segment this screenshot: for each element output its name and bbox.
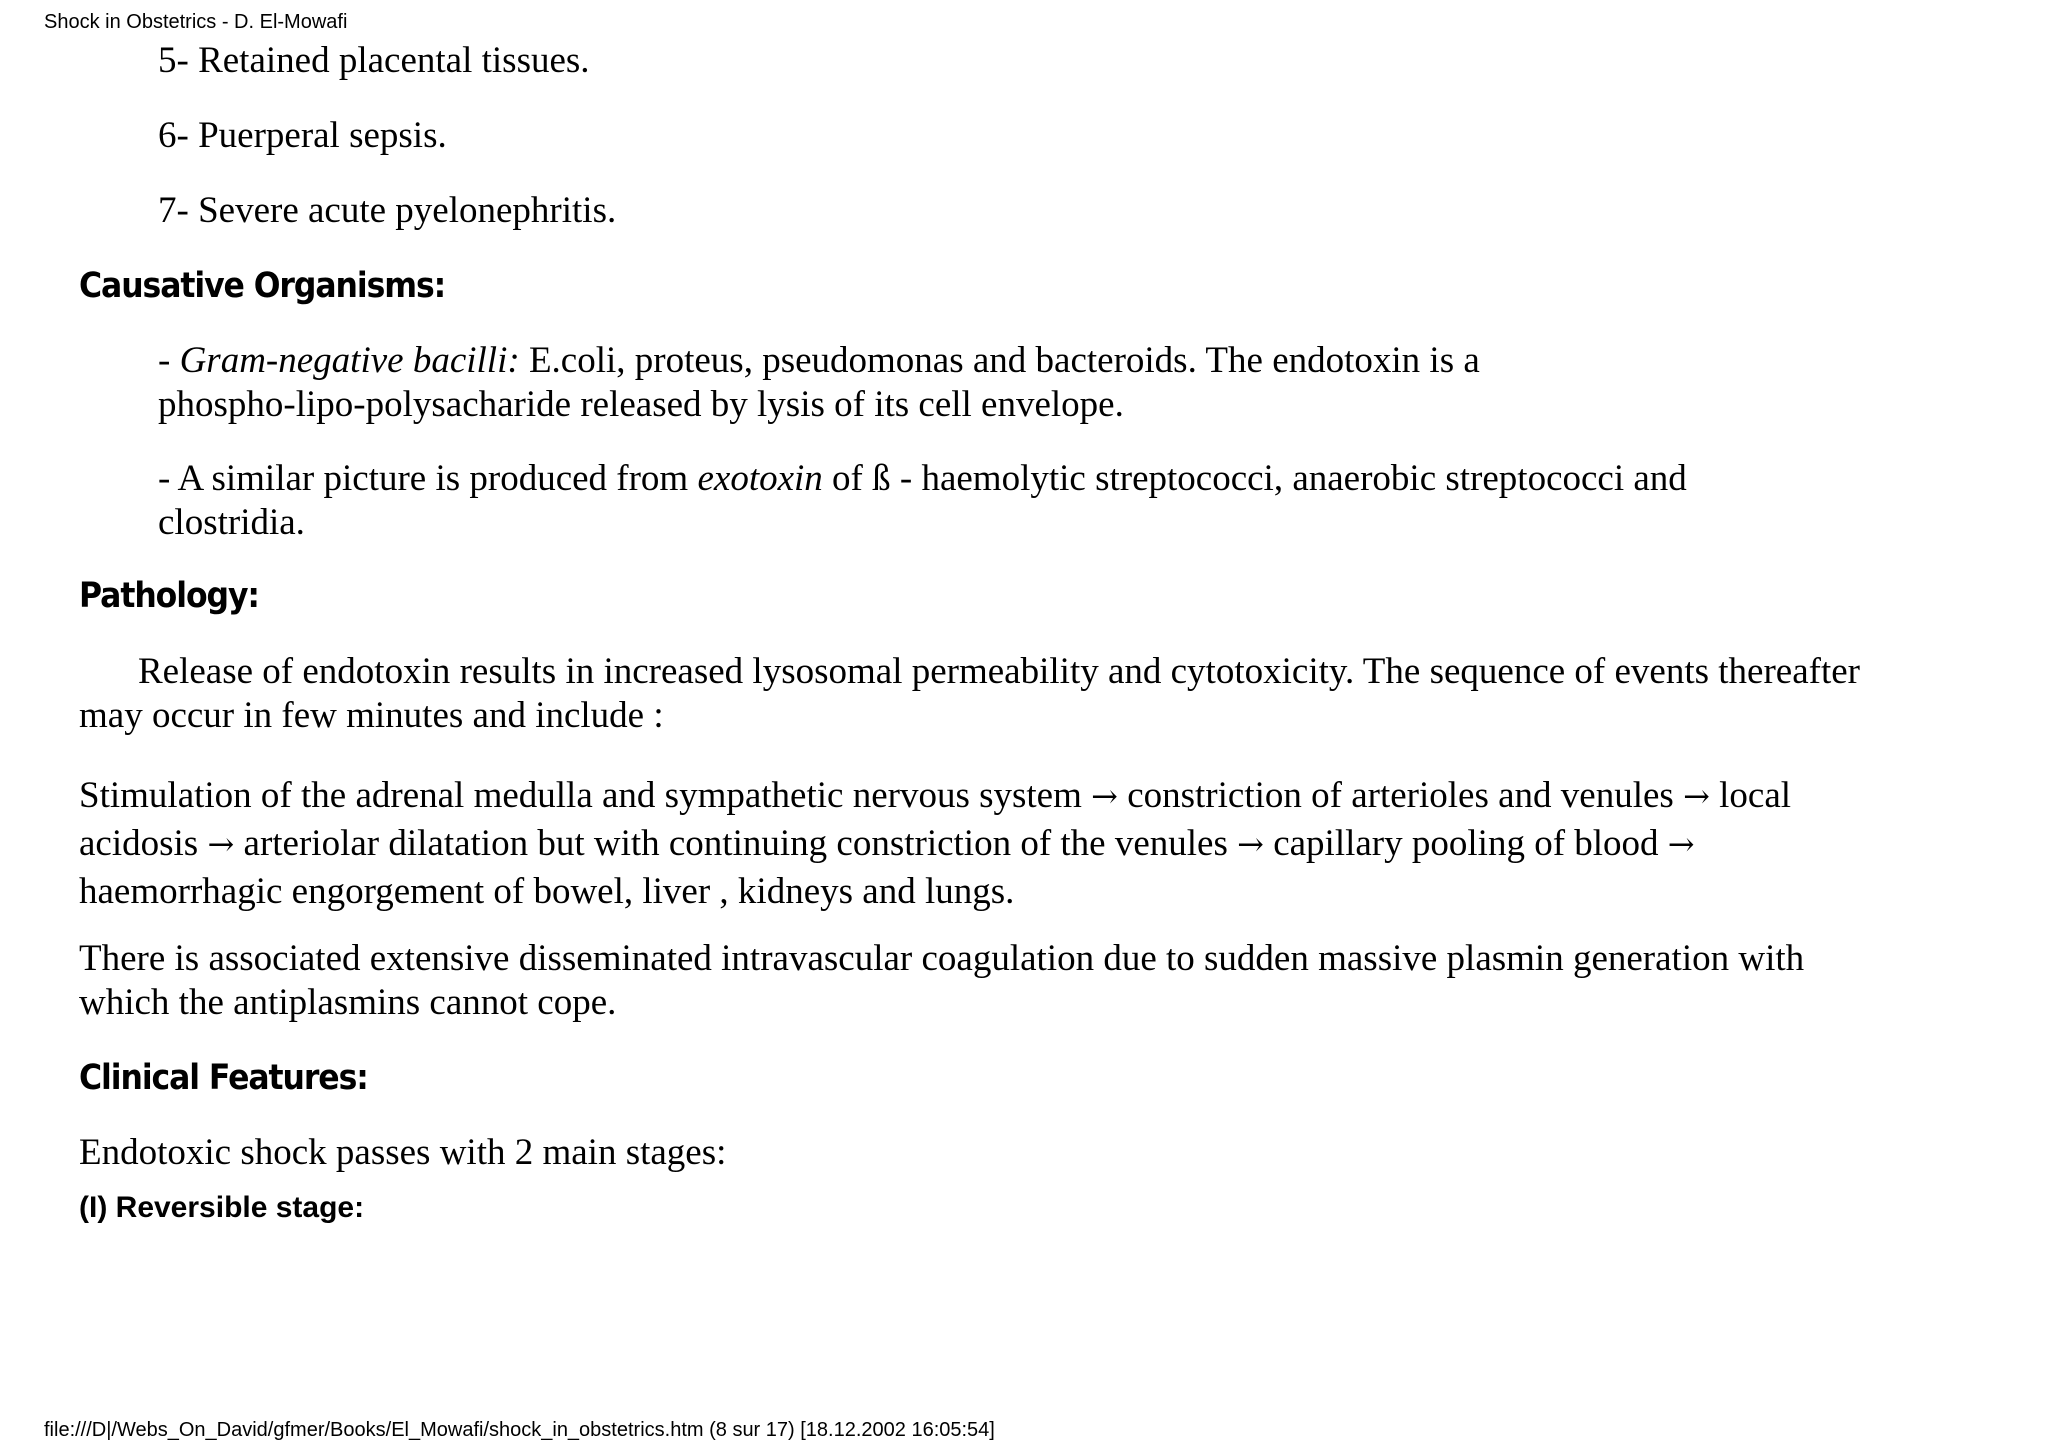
paragraph-line: clostridia.: [158, 502, 305, 543]
right-arrow-icon: →: [207, 825, 235, 863]
clinical-features-heading: Clinical Features:: [79, 1058, 368, 1098]
list-item: 7- Severe acute pyelonephritis.: [158, 190, 617, 231]
list-item: 5- Retained placental tissues.: [158, 40, 590, 81]
paragraph-line: haemorrhagic engorgement of bowel, liver , kidneys and lungs.: [79, 871, 1015, 912]
list-item: 6- Puerperal sepsis.: [158, 115, 447, 156]
paragraph-text: E.coli, proteus, pseudomonas and bacteroids. The endotoxin is a: [519, 340, 1480, 381]
paragraph-line: [79, 820, 2039, 868]
right-arrow-icon: →: [1237, 825, 1264, 863]
italic-term: exotoxin: [697, 458, 823, 499]
italic-term: Gram-negative bacilli:: [179, 340, 520, 381]
paragraph-line: [158, 339, 2038, 383]
causative-organisms-heading: Causative Organisms:: [79, 266, 446, 306]
paragraph-line: [158, 457, 2038, 501]
paragraph-line: Release of endotoxin results in increased lysosomal permeability and cytotoxicity. The sequence of events thereafter: [138, 651, 1860, 692]
pathology-heading: Pathology:: [79, 576, 259, 616]
clinical-features-paragraph: Endotoxic shock passes with 2 main stages:: [79, 1132, 727, 1173]
paragraph-text: capillary pooling of blood: [1263, 823, 1668, 864]
paragraph-text: - A similar picture is produced from: [158, 458, 698, 499]
paragraph-line: phospho-lipo-polysacharide released by lysis of its cell envelope.: [158, 384, 1124, 425]
paragraph-line: which the antiplasmins cannot cope.: [79, 982, 617, 1023]
paragraph-text: arteriolar dilatation but with continuing constriction of the venules: [234, 823, 1238, 864]
paragraph-text: of ß - haemolytic streptococci, anaerobic streptococci and: [822, 458, 1687, 499]
paragraph-line: There is associated extensive disseminated intravascular coagulation due to sudden massive plasmin generation with: [79, 938, 1805, 979]
right-arrow-icon: →: [1667, 825, 1695, 863]
paragraph-text: local: [1709, 775, 1792, 816]
paragraph-line: may occur in few minutes and include :: [79, 695, 664, 736]
page-footer-path: file:///D|/Webs_On_David/gfmer/Books/El_Mowafi/shock_in_obstetrics.htm (8 sur 17) [18.12.2002 16:05:54]: [44, 1419, 995, 1441]
pathology-intro-paragraph: [79, 650, 2039, 738]
exotoxin-paragraph: [158, 457, 2038, 545]
right-arrow-icon: →: [1091, 777, 1118, 815]
coagulation-paragraph: [79, 937, 2039, 1025]
reversible-stage-subheading: (I) Reversible stage:: [79, 1191, 365, 1224]
dash-text: -: [158, 340, 180, 381]
page-header: Shock in Obstetrics - D. El-Mowafi: [44, 11, 348, 33]
pathology-sequence-paragraph: [79, 772, 2039, 915]
paragraph-line: [79, 772, 2039, 820]
paragraph-text: constriction of arterioles and venules: [1117, 775, 1684, 816]
gram-negative-paragraph: [158, 339, 2038, 427]
paragraph-text: acidosis: [79, 823, 208, 864]
paragraph-text: Stimulation of the adrenal medulla and sympathetic nervous system: [79, 775, 1092, 816]
right-arrow-icon: →: [1683, 777, 1710, 815]
